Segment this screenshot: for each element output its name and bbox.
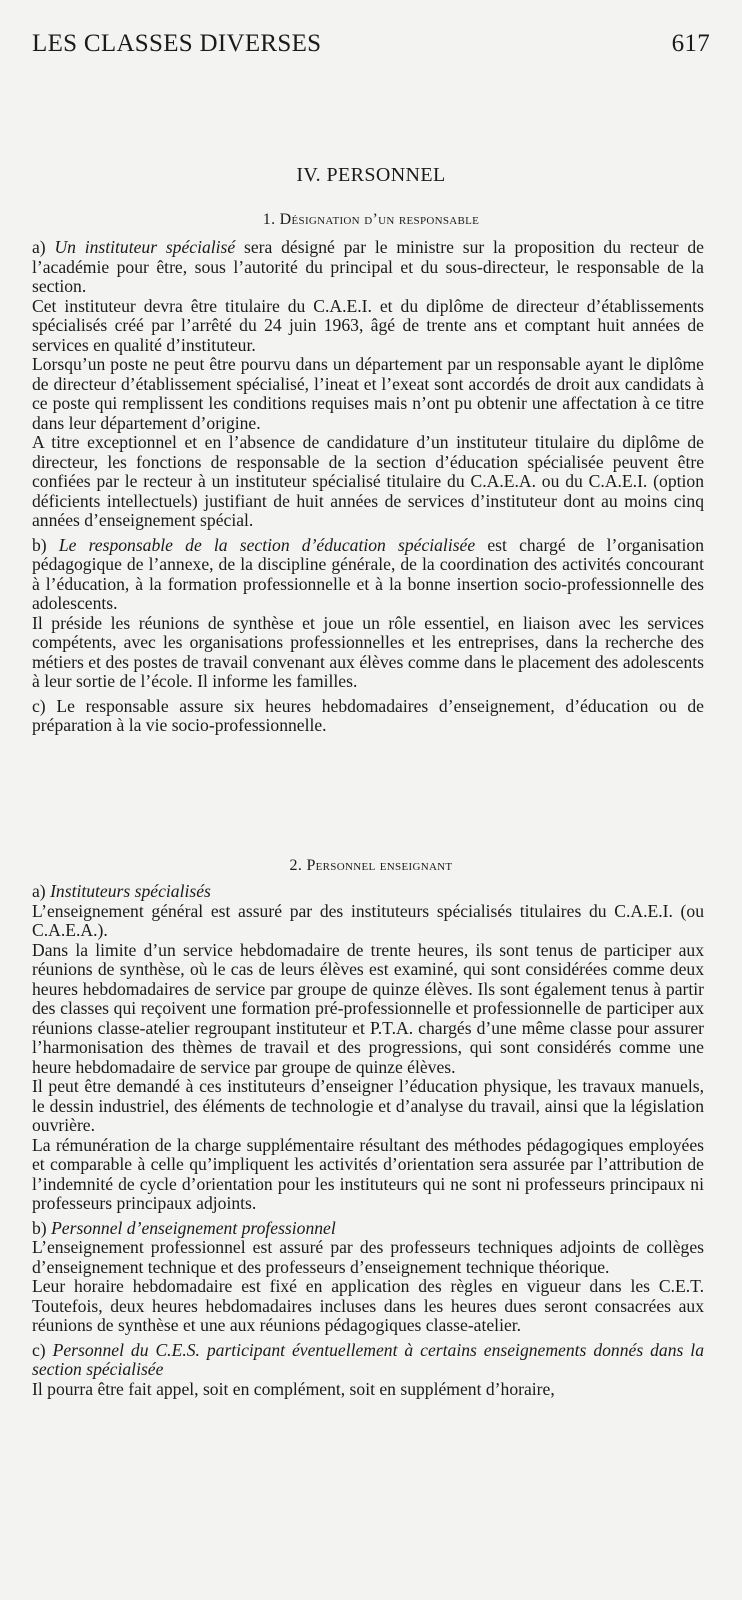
paragraph: L’enseignement général est assuré par des instituteurs spécialisés titulaires du C.A.E.I. (ou C.A.E.A.). — [32, 900, 704, 940]
paragraph — [32, 536, 704, 614]
paragraph-text: sera désigné par le ministre sur la proposition du recteur de l’académie pour être, sous l’autorité du principal et du sous-directeur, le responsable de la section. — [32, 237, 704, 296]
running-title: LES CLASSES DIVERSES — [32, 30, 322, 57]
paragraph: Cet instituteur devra être titulaire du C.A.E.I. et du diplôme de directeur d’établissements spécialisés créé par l’arrêté du 24 juin 1963, âgé de trente ans et comptant huit années de services en qualité d’instituteur. — [32, 295, 704, 355]
paragraph: Lorsqu’un poste ne peut être pourvu dans un département par un responsable ayant le diplôme de directeur d’établissement spécialisé, l’ineat et l’exeat sont accordés de droit aux candidats à ce poste qui remplissent les conditions requises mais n’ont pu obtenir une affectation à ce titre dans leur département d’origine. — [32, 354, 704, 433]
item-heading: Personnel d’enseignement professionnel — [51, 1217, 336, 1238]
subsection-heading-1: 1. Désignation d’un responsable — [262, 211, 480, 228]
paragraph: Il peut être demandé à ces instituteurs d’enseigner l’éducation physique, les travaux manuels, le dessin industriel, des éléments de technologie et d’analyse du travail, ainsi que la législation ouvrière. — [32, 1076, 704, 1135]
subsection-2-body — [32, 882, 704, 1399]
paragraph: Il pourra être fait appel, soit en complément, soit en supplément d’horaire, — [32, 1378, 555, 1399]
paragraph-text: est chargé de l’organisation pédagogique de l’annexe, de la discipline générale, de la coordination des activités concourant à l’éducation, à la formation professionnelle et à la bonne insertion socio-professionnelle des adolescents. — [32, 534, 704, 613]
subsection-heading-2: 2. Personnel enseignant — [289, 857, 453, 874]
page-number: 617 — [671, 30, 710, 57]
paragraph: Il préside les réunions de synthèse et joue un rôle essentiel, en liaison avec les services compétents, avec les organisations professionnelles et les entreprises, dans la recherche des métiers et des postes de travail convenant aux élèves comme dans le placement des adolescents à leur sortie de l’école. Il informe les familles. — [32, 612, 704, 691]
paragraph: La rémunération de la charge supplémentaire résultant des méthodes pédagogiques employées et comparable à celle qu’impliquent les activités d’orientation sera assurée par l’attribution de l’indemnité de cycle d’orientation pour les instituteurs qui ne sont ni professeurs principaux ni professeurs principaux adjoints. — [32, 1134, 704, 1213]
paragraph — [32, 1341, 704, 1380]
paragraph — [32, 1219, 704, 1239]
item-label: b) — [32, 534, 59, 555]
paragraph: Leur horaire hebdomadaire est fixé en application des règles en vigueur dans les C.E.T. Toutefois, deux heures hebdomadaires incluses dans les heures dues seront consacrées aux réunions de synthèse et une aux réunions pédagogiques classe-atelier. — [32, 1276, 704, 1335]
running-header — [32, 30, 710, 64]
paragraph: c) Le responsable assure six heures hebdomadaires d’enseignement, d’éducation ou de préparation à la vie socio-professionnelle. — [32, 695, 704, 735]
item-heading: Le responsable de la section d’éducation spécialisée — [58, 534, 476, 555]
paragraph — [32, 238, 704, 297]
item-heading: Un instituteur spécialisé — [54, 237, 236, 257]
item-label: b) — [32, 1217, 52, 1238]
paragraph: L’enseignement professionnel est assuré par des professeurs techniques adjoints de collèges d’enseignement technique et des professeurs d’enseignement technique théorique. — [32, 1237, 704, 1277]
item-heading: Instituteurs spécialisés — [50, 881, 211, 901]
paragraph — [32, 882, 704, 902]
subsection-1-body — [32, 238, 704, 736]
item-label: a) — [32, 881, 51, 901]
paragraph: A titre exceptionnel et en l’absence de candidature d’un instituteur titulaire du diplôme de directeur, les fonctions de responsable de la section d’éducation spécialisée peuvent être confiées par le recteur à un instituteur spécialisé titulaire du C.A.E.A. ou du C.A.E.I. (option déficients intellectuels) justifiant de huit années de services d’instituteur dont au moins cinq années d’enseignement spécial. — [32, 432, 704, 530]
item-label: c) — [32, 1339, 53, 1360]
section-title: IV. PERSONNEL — [296, 164, 446, 186]
item-label: a) — [32, 237, 55, 257]
item-heading: Personnel du C.E.S. participant éventuellement à certains enseignements donnés dans la section spécialisée — [32, 1339, 704, 1379]
paragraph: Dans la limite d’un service hebdomadaire de trente heures, ils sont tenus de participer aux réunions de synthèse, où le cas de leurs élèves est examiné, qui sont considérées comme deux heures hebdomadaires de service par groupe de quinze élèves. Ils sont également tenus à partir des classes qui reçoivent une formation pré-professionnelle et professionnelle de participer aux réunions classe-atelier regroupant instituteur et P.T.A. chargés d’une même classe pour assurer l’harmonisation des thèmes de travail et des progressions, qui sont considérés comme une heure hebdomadaire de service par groupe de quinze élèves. — [32, 939, 704, 1077]
